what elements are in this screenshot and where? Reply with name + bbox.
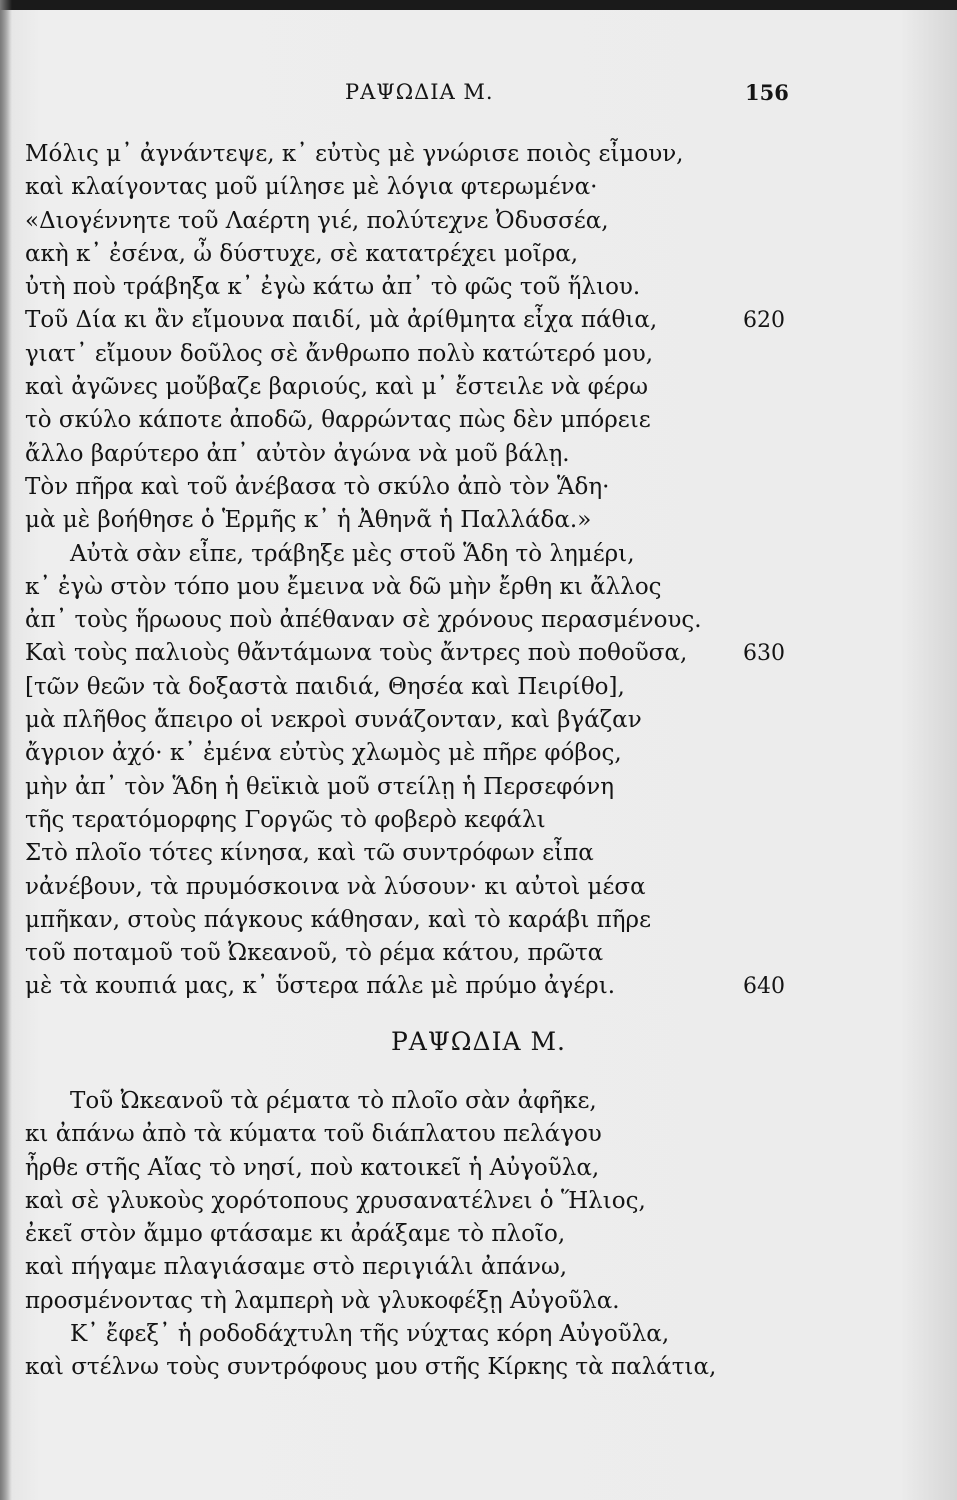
verse-line xyxy=(25,1152,805,1185)
verse-line xyxy=(25,171,805,204)
verse-line xyxy=(25,737,805,770)
verse-line xyxy=(25,604,805,637)
verse-line xyxy=(25,138,805,171)
verse-text: προσμένοντας τὴ λαμπερὴ νὰ γλυκοφέξῃ Αὐγοῦλα. xyxy=(25,1287,620,1314)
verse-line xyxy=(25,504,805,537)
verse-text: μὴν ἀπ᾽ τὸν Ἅδη ἡ θεϊκιὰ μοῦ στείλῃ ἡ Περσεφόνη xyxy=(25,773,614,800)
verse-text: καὶ στέλνω τοὺς συντρόφους μου στῆς Κίρκης τὰ παλάτια, xyxy=(25,1354,717,1381)
verse-text: ἄλλο βαρύτερο ἀπ᾽ αὐτὸν ἀγώνα νὰ μοῦ βάλῃ. xyxy=(25,440,570,467)
verse-line xyxy=(25,571,805,604)
verse-line xyxy=(25,1118,805,1151)
running-title: ΡΑΨΩΔΙΑ Μ. xyxy=(345,80,494,104)
verse-text: Καὶ τοὺς παλιοὺς θἄντάμωνα τοὺς ἄντρες ποὺ ποθοῦσα, xyxy=(25,640,688,667)
verse-text: καὶ κλαίγοντας μοῦ μίλησε μὲ λόγια φτερωμένα· xyxy=(25,174,598,201)
verse-line xyxy=(25,338,805,371)
section-title: ΡΑΨΩΔΙΑ Μ. xyxy=(390,1027,566,1056)
verse-line xyxy=(25,904,805,937)
verse-text: Κ᾽ ἔφεξ᾽ ἡ ροδοδάχτυλη τῆς νύχτας κόρη Αὐγοῦλα, xyxy=(70,1321,670,1348)
verse-line xyxy=(25,837,805,870)
verse-text: Στὸ πλοῖο τότες κίνησα, καὶ τῶ συντρόφων εἶπα xyxy=(25,840,594,867)
verse-text: ἀπ᾽ τοὺς ἥρωους ποὺ ἀπέθαναν σὲ χρόνους περασμένους. xyxy=(25,607,702,634)
verse-line xyxy=(25,205,805,238)
verse-text: ὐτὴ ποὺ τράβηξα κ᾽ ἐγὼ κάτω ἀπ᾽ τὸ φῶς τοῦ ἥλιου. xyxy=(25,274,641,301)
verse-text: Αὐτὰ σὰν εἶπε, τράβηξε μὲς στοῦ Ἅδη τὸ λημέρι, xyxy=(70,540,635,567)
verse-line xyxy=(25,538,805,571)
verse-text: Τοῦ Δία κι ἂν εἴμουνα παιδί, μὰ ἀρίθμητα εἶχα πάθια, xyxy=(25,307,658,334)
verse-line xyxy=(25,970,805,1003)
line-number: 630 xyxy=(743,641,785,667)
verse-line xyxy=(25,1318,805,1351)
scan-edge xyxy=(0,0,957,10)
verse-text: [τῶν θεῶν τὰ δοξαστὰ παιδιά, Θησέα καὶ Πειρίθο], xyxy=(25,673,625,700)
verse-text: καὶ πήγαμε πλαγιάσαμε στὸ περιγιάλι ἀπάνω, xyxy=(25,1254,568,1281)
verse-text: μὲ τὰ κουπιά μας, κ᾽ ὕστερα πάλε μὲ πρύμο ἀγέρι. xyxy=(25,973,616,1000)
running-head xyxy=(0,80,957,120)
verse-text: Τὸν πῆρα καὶ τοῦ ἀνέβασα τὸ σκύλο ἀπὸ τὸν Ἅδη· xyxy=(25,473,610,500)
verse-line xyxy=(25,871,805,904)
verse-block-bottom xyxy=(25,1085,805,1385)
verse-text: κι ἀπάνω ἀπὸ τὰ κύματα τοῦ διάπλατου πελάγου xyxy=(25,1121,602,1148)
verse-line xyxy=(25,404,805,437)
verse-text: μὰ πλῆθος ἄπειρο οἱ νεκροὶ συνάζονταν, καὶ βγάζαν xyxy=(25,707,642,734)
verse-line xyxy=(25,271,805,304)
verse-line xyxy=(25,1285,805,1318)
verse-line xyxy=(25,637,805,670)
verse-text: καὶ ἀγῶνες μοὔβαζε βαριούς, καὶ μ᾽ ἔστειλε νὰ φέρω xyxy=(25,374,648,401)
line-number: 640 xyxy=(743,974,785,1000)
verse-text: τοῦ ποταμοῦ τοῦ Ὠκεανοῦ, τὸ ρέμα κάτου, πρῶτα xyxy=(25,940,604,967)
verse-line xyxy=(25,771,805,804)
verse-text: τὸ σκύλο κάποτε ἀποδῶ, θαρρώντας πὼς δὲν μπόρειε xyxy=(25,407,651,434)
verse-line xyxy=(25,304,805,337)
verse-text: ἄγριον ἀχό· κ᾽ ἐμένα εὐτὺς χλωμὸς μὲ πῆρε φόβος, xyxy=(25,740,622,767)
verse-text: «Διογέννητε τοῦ Λαέρτη γιέ, πολύτεχνε Ὀδυσσέα, xyxy=(25,207,609,234)
verse-text: μπῆκαν, στοὺς πάγκους κάθησαν, καὶ τὸ καράβι πῆρε xyxy=(25,906,651,933)
verse-line xyxy=(25,937,805,970)
verse-line xyxy=(25,1351,805,1384)
verse-text: καὶ σὲ γλυκοὺς χορότοπους χρυσανατέλνει ὁ Ἥλιος, xyxy=(25,1187,646,1214)
verse-text: τῆς τερατόμορφης Γοργῶς τὸ φοβερὸ κεφάλι xyxy=(25,806,546,833)
verse-text: ακὴ κ᾽ ἐσένα, ὦ δύστυχε, σὲ κατατρέχει μοῖρα, xyxy=(25,240,579,267)
verse-line xyxy=(25,671,805,704)
verse-text: μὰ μὲ βοήθησε ὁ Ἑρμῆς κ᾽ ἡ Ἀθηνᾶ ἡ Παλλάδα.» xyxy=(25,507,592,534)
verse-line xyxy=(25,471,805,504)
verse-line xyxy=(25,704,805,737)
verse-line xyxy=(25,371,805,404)
verse-text: γιατ᾽ εἴμουν δοῦλος σὲ ἄνθρωπο πολὺ κατώτερό μου, xyxy=(25,340,654,367)
verse-text: ἦρθε στῆς Αἴας τὸ νησί, ποὺ κατοικεῖ ἡ Αὐγοῦλα, xyxy=(25,1154,600,1181)
binding-shadow xyxy=(0,0,12,1500)
verse-line xyxy=(25,1218,805,1251)
verse-line xyxy=(25,1251,805,1284)
verse-text: κ᾽ ἐγὼ στὸν τόπο μου ἔμεινα νὰ δῶ μὴν ἔρθη κι ἄλλος xyxy=(25,573,662,600)
verse-line xyxy=(25,238,805,271)
verse-block-top xyxy=(25,138,805,1004)
verse-text: Τοῦ Ὠκεανοῦ τὰ ρέματα τὸ πλοῖο σὰν ἀφῆκε, xyxy=(70,1088,597,1114)
verse-text: Μόλις μ᾽ ἀγνάντεψε, κ᾽ εὐτὺς μὲ γνώρισε ποιὸς εἶμουν, xyxy=(25,141,684,167)
line-number: 620 xyxy=(743,308,785,334)
verse-line xyxy=(25,1085,805,1118)
verse-text: ἐκεῖ στὸν ἄμμο φτάσαμε κι ἀράξαμε τὸ πλοῖο, xyxy=(25,1221,566,1248)
verse-line xyxy=(25,1185,805,1218)
verse-line xyxy=(25,438,805,471)
verse-line xyxy=(25,804,805,837)
page-number: 156 xyxy=(745,80,789,105)
verse-text: νἀνέβουν, τὰ πρυμόσκοινα νὰ λύσουν· κι αὐτοὶ μέσα xyxy=(25,873,646,900)
